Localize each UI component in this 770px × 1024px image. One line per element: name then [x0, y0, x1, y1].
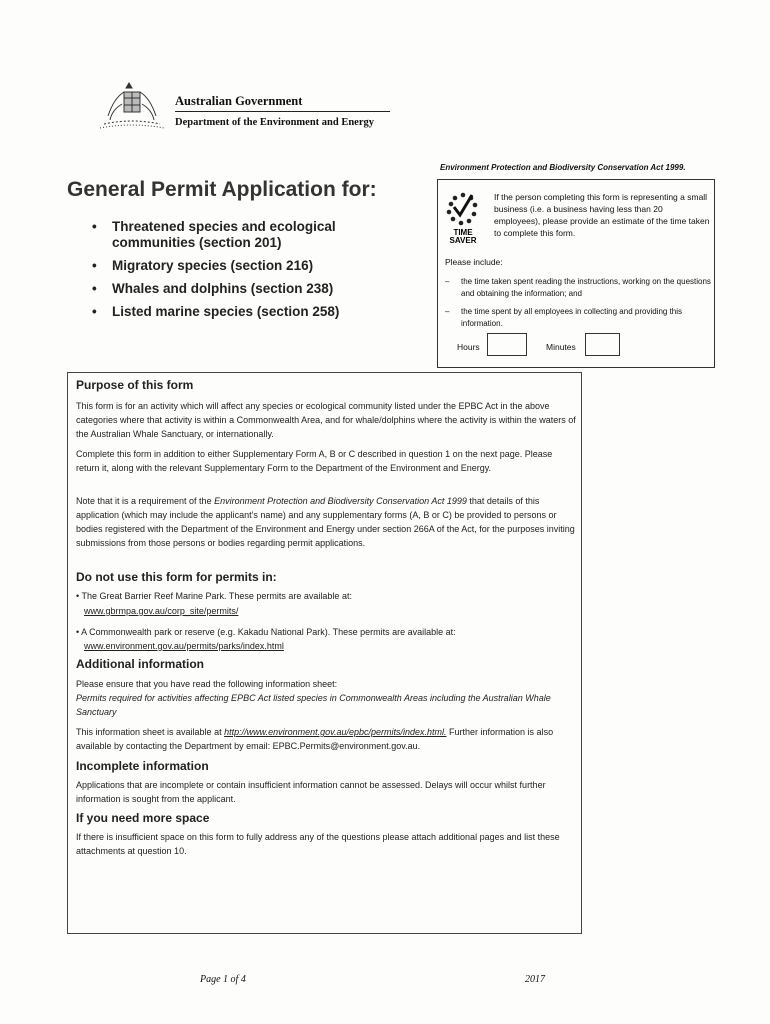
- time-saver-list: [445, 276, 711, 336]
- time-saver-intro: If the person completing this form is representing a small business (i.e. a business having less than 20 employees), please provide an estimate of the time taken to complete this form.: [494, 192, 710, 238]
- incomplete-info-paragraph: Applications that are incomplete or contain insufficient information cannot be assessed. Delays will occur whilst further information is sought from the applicant.: [76, 780, 546, 804]
- additional-info-contact: [76, 725, 576, 753]
- list-item: – the time taken spent reading the instructions, working on the questions and obtaining the information; and: [445, 276, 711, 300]
- coat-of-arms-logo: [96, 80, 168, 132]
- list-item: • Listed marine species (section 258): [90, 304, 410, 320]
- gbrmpa-link[interactable]: www.gbrmpa.gov.au/corp_site/permits/: [84, 606, 239, 616]
- purpose-heading: Purpose of this form: [76, 378, 194, 392]
- act-reference: Environment Protection and Biodiversity Conservation Act 1999.: [440, 163, 686, 172]
- additional-info-heading: Additional information: [76, 657, 204, 671]
- purpose-paragraph-2: Complete this form in addition to either Supplementary Form A, B or C described in question 1 on the next page. Please return it, along with the relevant Supplementary Form to the Department of the Environment and Energy.: [76, 449, 553, 473]
- hours-label: Hours: [457, 342, 480, 352]
- do-not-use-item-2: • A Commonwealth park or reserve (e.g. Kakadu National Park). These permits are available at:: [76, 627, 456, 637]
- act-name: Environment Protection and Biodiversity Conservation Act 1999: [214, 496, 467, 506]
- epbc-permits-link[interactable]: http://www.environment.gov.au/epbc/permits/index.html.: [224, 727, 447, 737]
- more-space-heading: If you need more space: [76, 811, 210, 825]
- permit-categories: [90, 219, 410, 327]
- parks-link[interactable]: www.environment.gov.au/permits/parks/index.html: [84, 641, 284, 651]
- minutes-label: Minutes: [546, 342, 576, 352]
- purpose-paragraph-1: This form is for an activity which will affect any species or ecological community listed under the EPBC Act in the above categories where that activity is within a Commonwealth Area, and for whale/dolphins where the activity is within the waters of the Australian Whale Sanctuary, or internationally.: [76, 401, 576, 439]
- time-saver-icon: [443, 190, 483, 246]
- additional-info-paragraph: Please ensure that you have read the following information sheet:: [76, 679, 338, 689]
- purpose-paragraph-3: [76, 494, 576, 550]
- do-not-use-heading: Do not use this form for permits in:: [76, 570, 277, 584]
- list-item: • Threatened species and ecological communities (section 201): [90, 219, 410, 251]
- footer-year: 2017: [525, 974, 545, 985]
- text-span: A Commonwealth park or reserve (e.g. Kakadu National Park). These permits are available at:: [81, 627, 456, 637]
- text-span: The Great Barrier Reef Marine Park. These permits are available at:: [81, 591, 352, 601]
- page-number: Page 1 of 4: [200, 974, 246, 985]
- header-divider: [175, 111, 390, 112]
- list-item: • Migratory species (section 216): [90, 258, 410, 274]
- please-include-label: Please include:: [445, 257, 503, 267]
- list-item: • Whales and dolphins (section 238): [90, 281, 410, 297]
- text-span: Further information is also available by contacting the Department by email: EPBC.Permits@environment.gov.au.: [76, 727, 554, 751]
- minutes-input[interactable]: [585, 333, 620, 356]
- government-name: Australian Government: [175, 94, 303, 108]
- text-span: Note that it is a requirement of the: [76, 496, 215, 506]
- list-item: – the time spent by all employees in collecting and providing this information.: [445, 306, 711, 330]
- time-saver-label-1: TIME: [453, 228, 473, 237]
- info-sheet-title: Permits required for activities affecting EPBC Act listed species in Commonwealth Areas including the Australian Whale Sanctuary: [76, 693, 551, 717]
- department-name: Department of the Environment and Energy: [175, 117, 375, 128]
- text-span: This information sheet is available at: [76, 727, 225, 737]
- incomplete-info-heading: Incomplete information: [76, 759, 209, 773]
- more-space-paragraph: If there is insufficient space on this form to fully address any of the questions please attach additional pages and list these attachments at question 10.: [76, 832, 560, 856]
- do-not-use-item-1: • The Great Barrier Reef Marine Park. These permits are available at:: [76, 591, 352, 601]
- text-span: that details of this application (which may include the applicant's name) and any supplementary forms (A, B or C) be provided to persons or bodies registered with the Department of the Environment and Energy under section 266A of the Act, for the purposes inviting submissions from those persons or bodies regarding permit applications.: [76, 496, 575, 548]
- page-title: General Permit Application for:: [67, 178, 377, 201]
- hours-input[interactable]: [487, 333, 527, 356]
- time-saver-label-2: SAVER: [449, 236, 477, 245]
